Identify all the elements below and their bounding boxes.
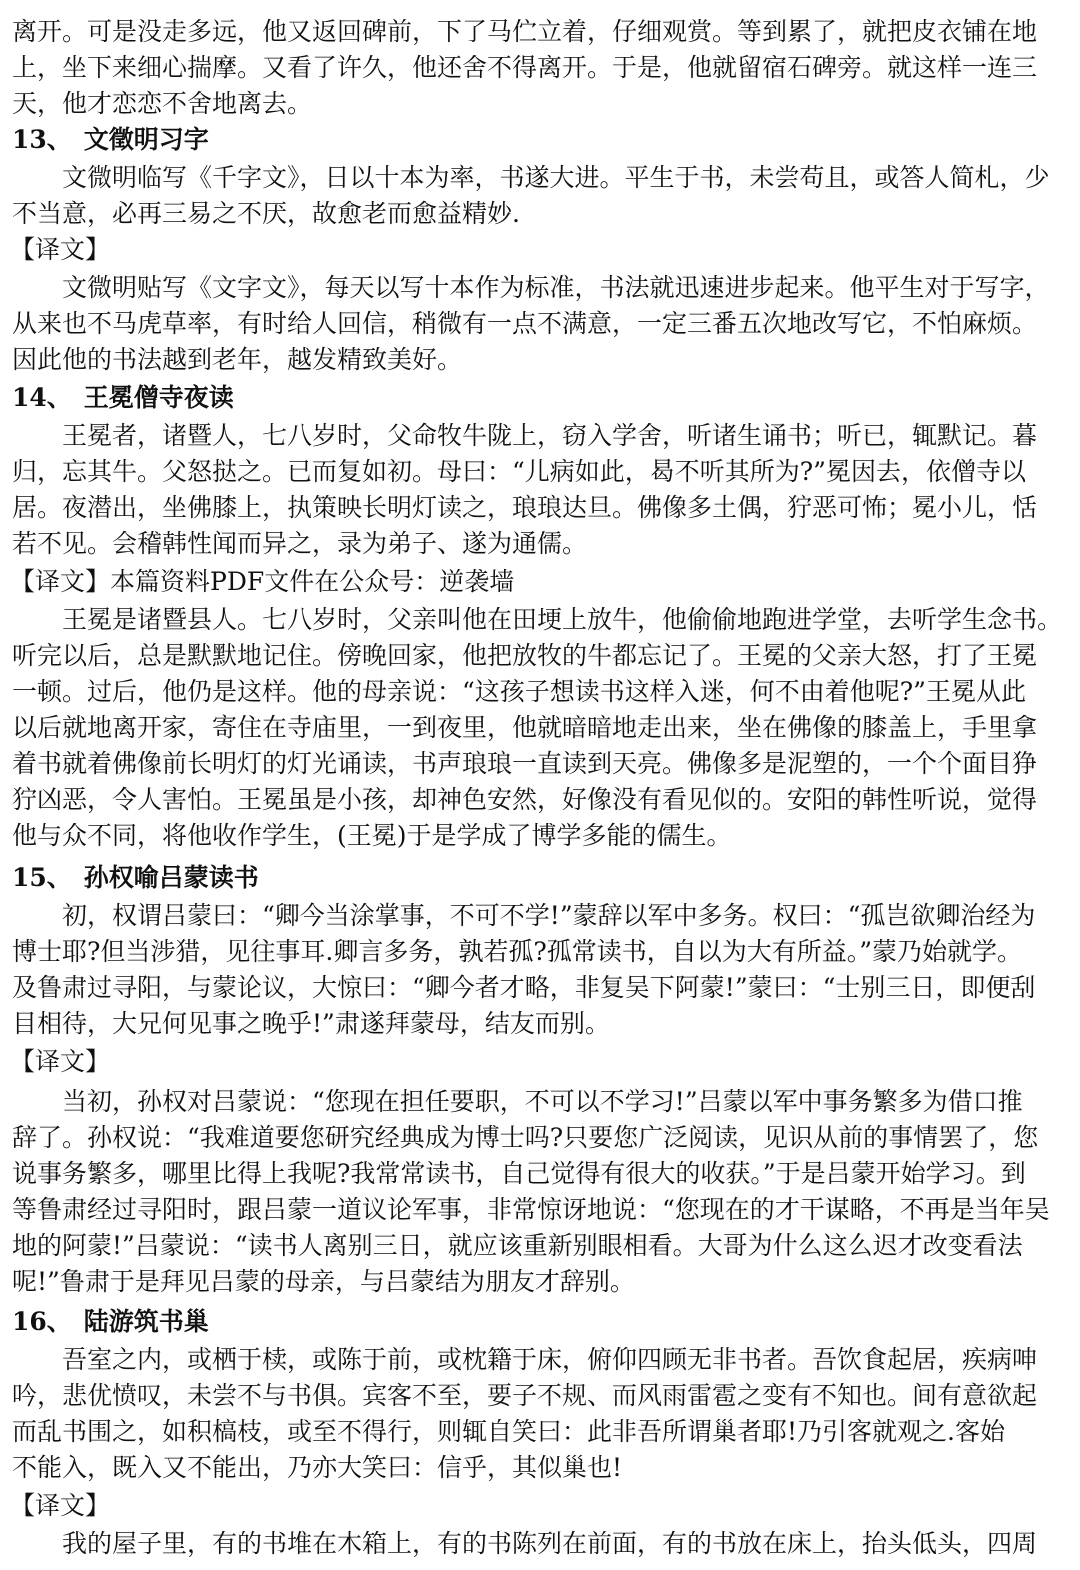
text-line: 说事务繁多，哪里比得上我呢?我常常读书，自己觉得有很大的收获。”于是吕蒙开始学习。到 [12,1159,1026,1188]
text-line: 离开。可是没走多远，他又返回碑前，下了马伫立着，仔细观赏。等到累了，就把皮衣铺在地 [12,17,1038,46]
text-line: 吟，悲优愤叹，未尝不与书俱。宾客不至，要子不规、而风雨雷雹之变有不知也。间有意欲起 [12,1381,1038,1410]
text-line: 不能入，既入又不能出，乃亦大笑曰：信乎，其似巢也! [12,1453,623,1482]
text-line: 居。夜潜出，坐佛膝上，执策映长明灯读之，琅琅达旦。佛像多土偶，狞恶可怖；冕小儿，恬 [12,493,1038,522]
section-title: 陆游筑书巢 [83,1307,209,1336]
text-line: 天，他才恋恋不舍地离去。 [12,89,313,118]
text-line: 我的屋子里，有的书堆在木箱上，有的书陈列在前面，有的书放在床上，抬头低头，四周 [62,1529,1038,1558]
text-line: 上，坐下来细心揣摩。又看了许久，他还舍不得离开。于是，他就留宿石碑旁。就这样一连三 [12,53,1038,82]
text-line: 文微明贴写《文字文》，每天以写十本作为标准，书法就迅速进步起来。他平生对于写字， [62,273,1050,302]
text-line: 王冕者，诸暨人，七八岁时，父命牧牛陇上，窃入学舍，听诸生诵书；听已，辄默记。暮 [62,421,1038,450]
section-heading [12,122,209,158]
text-line: 王冕是诸暨县人。七八岁时，父亲叫他在田埂上放牛，他偷偷地跑进学堂，去听学生念书。 [62,605,1063,634]
text-line: 及鲁肃过寻阳，与蒙论议，大惊曰：“卿今者才略，非复吴下阿蒙!”蒙曰：“士别三日，即便刮 [12,973,1036,1002]
text-line: 听完以后，总是默默地记住。傍晚回家，他把放牧的牛都忘记了。王冕的父亲大怒，打了王冕 [12,641,1038,670]
text-line: 吾室之内，或栖于椟，或陈于前，或枕籍于床，俯仰四顾无非书者。吾饮食起居，疾病呻 [62,1345,1038,1374]
text-line: 当初，孙权对吕蒙说：“您现在担任要职，不可以不学习!”吕蒙以军中事务繁多为借口推 [62,1087,1023,1116]
text-line: 呢!”鲁肃于是拜见吕蒙的母亲，与吕蒙结为朋友才辞别。 [12,1267,635,1296]
text-line: 不当意，必再三易之不厌，故愈老而愈益精妙. [12,199,520,228]
section-title: 文徵明习字 [83,125,209,154]
text-line: 等鲁肃经过寻阳时，跟吕蒙一道议论军事，非常惊讶地说：“您现在的才干谋略，不再是当年吴 [12,1195,1050,1224]
section-number: 13、 [12,125,72,154]
section-number: 14、 [12,383,72,412]
text-line: 而乱书围之，如积槁枝，或至不得行，则辄自笑曰：此非吾所谓巢者耶!乃引客就观之.客始 [12,1417,1005,1446]
text-line: 因此他的书法越到老年，越发精致美好。 [12,345,463,374]
translation-label: 【译文】 [10,1047,111,1076]
text-line: 辞了。孙权说：“我难道要您研究经典成为博士吗?只要您广泛阅读，见识从前的事情罢了，您 [12,1123,1039,1152]
text-line: 文微明临写《千字文》，日以十本为率，书遂大进。平生于书，未尝苟且，或答人简札，少 [62,163,1050,192]
text-line: 地的阿蒙!”吕蒙说：“读书人离别三日，就应该重新别眼相看。大哥为什么这么迟才改变看法 [12,1231,1023,1260]
section-heading [12,1304,209,1340]
text-line: 归，忘其牛。父怒挞之。已而复如初。母曰：“儿病如此，曷不听其所为?”冕因去，依僧寺以 [12,457,1026,486]
text-line: 博士耶?但当涉猎，见往事耳.卿言多务，孰若孤?孤常读书，自以为大有所益。”蒙乃始就学。 [12,937,1023,966]
text-line: 目相待，大兄何见事之晚乎!”肃遂拜蒙母，结友而别。 [12,1009,610,1038]
text-line: 从来也不马虎草率，有时给人回信，稍微有一点不满意，一定三番五次地改写它，不怕麻烦。 [12,309,1038,338]
translation-label: 【译文】 [10,235,111,264]
text-line: 狞凶恶，令人害怕。王冕虽是小孩，却神色安然，好像没有看见似的。安阳的韩性听说，觉得 [12,785,1038,814]
text-line: 他与众不同，将他收作学生，(王冕)于是学成了博学多能的儒生。 [12,821,732,850]
section-heading [12,860,259,896]
text-line: 若不见。会稽韩性闻而异之，录为弟子、遂为通儒。 [12,529,588,558]
text-line: 着书就着佛像前长明灯的灯光诵读，书声琅琅一直读到天亮。佛像多是泥塑的，一个个面目狰 [12,749,1038,778]
section-title: 孙权喻吕蒙读书 [83,863,259,892]
section-number: 15、 [12,863,72,892]
section-title: 王冕僧寺夜读 [83,383,234,412]
text-line: 一顿。过后，他仍是这样。他的母亲说：“这孩子想读书这样入迷，何不由着他呢?”王冕从此 [12,677,1026,706]
translation-label: 【译文】本篇资料PDF文件在公众号：逆袭墙 [10,567,515,596]
section-number: 16、 [12,1307,72,1336]
text-line: 以后就地离开家，寄住在寺庙里，一到夜里，他就暗暗地走出来，坐在佛像的膝盖上，手里拿 [12,713,1038,742]
translation-label: 【译文】 [10,1491,111,1520]
section-heading [12,380,234,416]
text-line: 初，权谓吕蒙曰：“卿今当涂掌事，不可不学!”蒙辞以军中多务。权曰：“孤岂欲卿治经为 [62,901,1036,930]
